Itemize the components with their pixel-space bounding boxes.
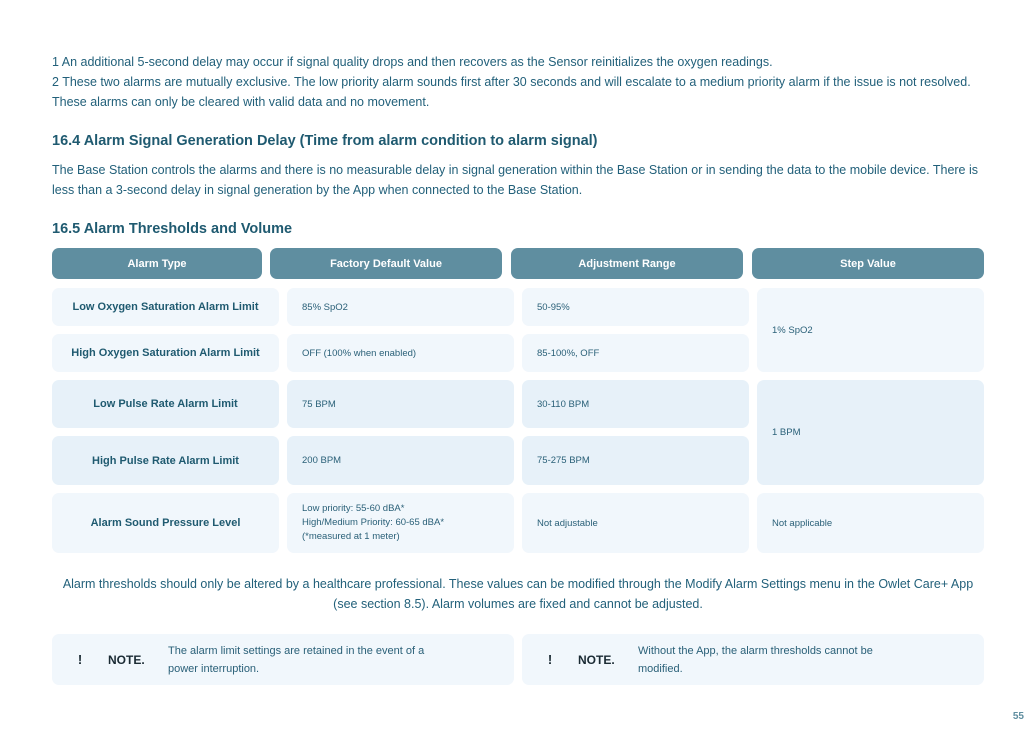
sound-pressure-measured-note: (*measured at 1 meter)	[302, 531, 400, 542]
range-high-pulse: 75-275 BPM	[522, 436, 749, 485]
table-caption: Alarm thresholds should only be altered by a healthcare professional. These values can be modified through the Modify Alarm Settings menu in the Owlet Care+ App (see section 8.5). Alarm volumes are fixed and cannot be adjusted.	[62, 577, 974, 611]
step-oxygen: 1% SpO2	[757, 288, 984, 372]
sound-pressure-low: Low priority: 55-60 dBA*	[302, 503, 405, 514]
alarm-type-high-pulse: High Pulse Rate Alarm Limit	[52, 436, 279, 485]
section-heading-16-4: 16.4 Alarm Signal Generation Delay (Time from alarm condition to alarm signal)	[52, 133, 598, 149]
column-header-alarm-type: Alarm Type	[52, 248, 262, 279]
range-low-pulse: 30-110 BPM	[522, 380, 749, 428]
range-high-oxygen: 85-100%, OFF	[522, 334, 749, 372]
sound-pressure-high-medium: High/Medium Priority: 60-65 dBA*	[302, 517, 445, 528]
default-sound-pressure	[287, 493, 514, 553]
footnote-2: 2 These two alarms are mutually exclusive. The low priority alarm sounds first after 30 seconds and will escalate to a medium priority alarm if the issue is not resolved. These alarms can only be cleared with valid data and no movement.	[52, 75, 971, 109]
range-sound-pressure: Not adjustable	[522, 493, 749, 553]
default-high-pulse: 200 BPM	[287, 436, 514, 485]
exclamation-icon: !	[77, 652, 83, 667]
note-label: NOTE.	[108, 652, 145, 667]
note-label: NOTE.	[578, 652, 615, 667]
note-box-app	[522, 634, 984, 685]
section-body-16-4: The Base Station controls the alarms and there is no measurable delay in signal generation within the Base Station or in sending the data to the mobile device. There is less than a 3-second delay in signal generation by the App when connected to the Base Station.	[52, 163, 979, 197]
default-low-oxygen: 85% SpO2	[287, 288, 514, 326]
note-box-power	[52, 634, 514, 685]
section-heading-16-5: 16.5 Alarm Thresholds and Volume	[52, 221, 293, 237]
range-low-oxygen: 50-95%	[522, 288, 749, 326]
column-header-factory-default: Factory Default Value	[270, 248, 502, 279]
column-header-adjustment-range: Adjustment Range	[511, 248, 743, 279]
step-sound-pressure: Not applicable	[757, 493, 984, 553]
default-low-pulse: 75 BPM	[287, 380, 514, 428]
note-text: Without the App, the alarm thresholds cannot be modified.	[638, 644, 873, 675]
alarm-type-low-oxygen: Low Oxygen Saturation Alarm Limit	[52, 288, 279, 326]
column-header-step-value: Step Value	[752, 248, 984, 279]
default-high-oxygen: OFF (100% when enabled)	[287, 334, 514, 372]
exclamation-icon: !	[547, 652, 553, 667]
footnote-1: 1 An additional 5-second delay may occur if signal quality drops and then recovers as the Sensor reinitializes the oxygen readings.	[52, 55, 773, 69]
alarm-type-low-pulse: Low Pulse Rate Alarm Limit	[52, 380, 279, 428]
alarm-type-high-oxygen: High Oxygen Saturation Alarm Limit	[52, 334, 279, 372]
step-pulse: 1 BPM	[757, 380, 984, 485]
alarm-type-sound-pressure: Alarm Sound Pressure Level	[52, 493, 279, 553]
note-text: The alarm limit settings are retained in the event of a power interruption.	[168, 644, 425, 675]
page-number: 55	[1012, 711, 1024, 722]
